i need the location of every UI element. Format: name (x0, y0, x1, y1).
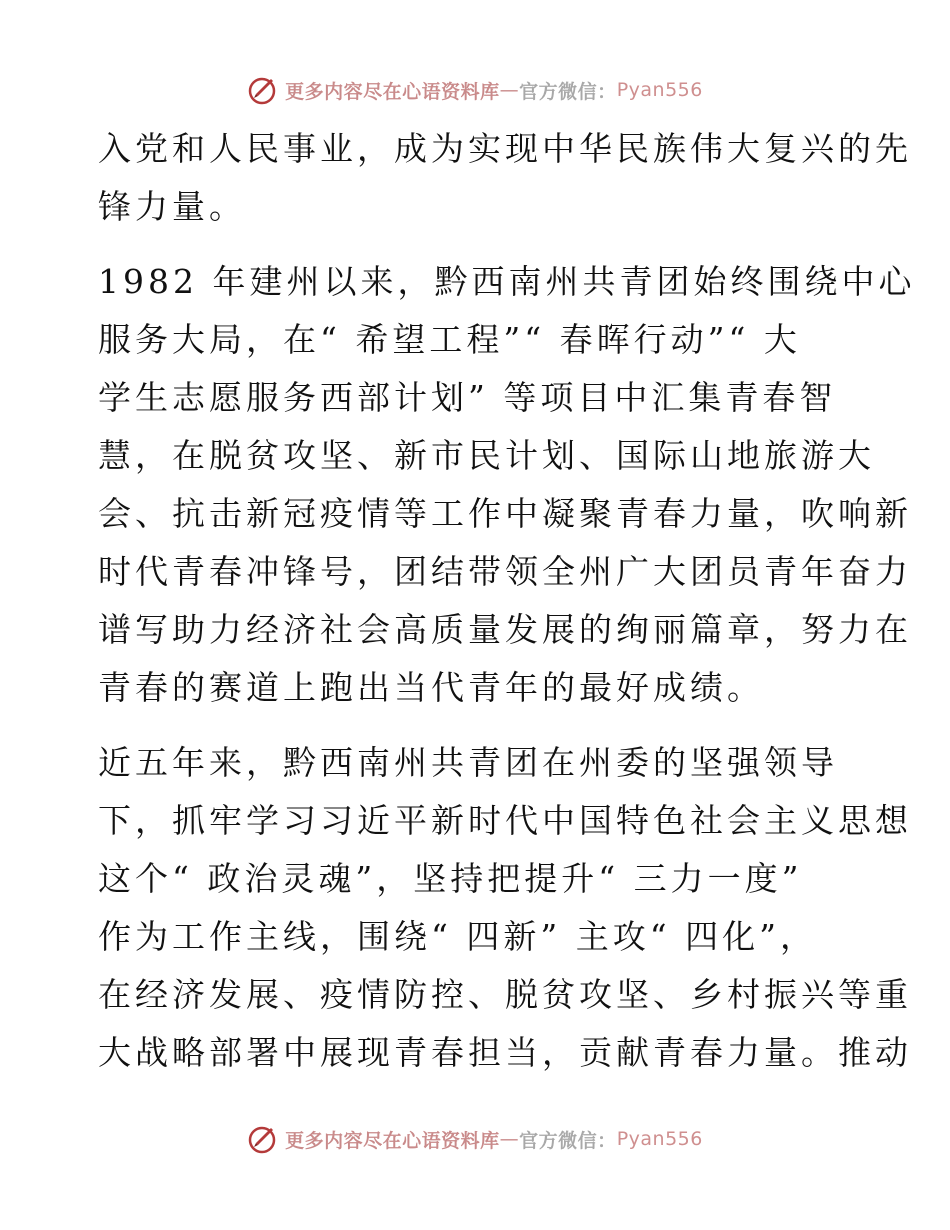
header-wechat-id: Pyan556 (616, 79, 703, 101)
header-watermark-banner (0, 70, 950, 110)
document-body (98, 120, 916, 1099)
pen-logo-icon (247, 74, 279, 106)
text-line: 入党和人民事业，成为实现中华民族伟大复兴的先 (98, 129, 912, 168)
text-line: 时代青春冲锋号，团结带领全州广大团员青年奋力 (98, 552, 912, 591)
text-line: 在经济发展、疫情防控、脱贫攻坚、乡村振兴等重 (98, 975, 912, 1014)
header-dash: — (499, 79, 520, 101)
text-line: 作为工作主线，围绕“ 四新” 主攻“ 四化”， (98, 917, 817, 956)
footer-dash: — (499, 1128, 520, 1150)
footer-wechat-id: Pyan556 (616, 1128, 703, 1150)
pen-logo-icon (247, 1123, 279, 1155)
text-line: 近五年来，黔西南州共青团在州委的坚强领导 (98, 743, 838, 782)
text-line: 锋力量。 (98, 187, 246, 226)
text-line: 大战略部署中展现青春担当，贡献青春力量。推动 (98, 1033, 912, 1072)
text-line: 服务大局，在“ 希望工程”“ 春晖行动”“ 大 (98, 320, 801, 359)
paragraph-2 (98, 253, 916, 717)
text-line: 学生志愿服务西部计划” 等项目中汇集青春智 (98, 378, 837, 417)
footer-watermark-banner (0, 1119, 950, 1159)
text-line: 慧，在脱贫攻坚、新市民计划、国际山地旅游大 (98, 436, 875, 475)
header-site-text: 更多内容尽在心语资料库 (285, 80, 500, 103)
text-line: 谱写助力经济社会高质量发展的绚丽篇章，努力在 (98, 610, 912, 649)
footer-site-text: 更多内容尽在心语资料库 (285, 1129, 500, 1152)
text-line: 1982 年建州以来，黔西南州共青团始终围绕中心 (98, 262, 916, 301)
text-line: 这个“ 政治灵魂”，坚持把提升“ 三力一度” (98, 859, 803, 898)
footer-wechat-label: 官方微信： (519, 1129, 617, 1152)
header-wechat-label: 官方微信： (519, 80, 617, 103)
paragraph-1 (98, 120, 912, 236)
text-line: 青春的赛道上跑出当代青年的最好成绩。 (98, 668, 764, 707)
text-line: 会、抗击新冠疫情等工作中凝聚青春力量，吹响新 (98, 494, 912, 533)
paragraph-3 (98, 734, 912, 1082)
text-line: 下，抓牢学习习近平新时代中国特色社会主义思想 (98, 801, 912, 840)
